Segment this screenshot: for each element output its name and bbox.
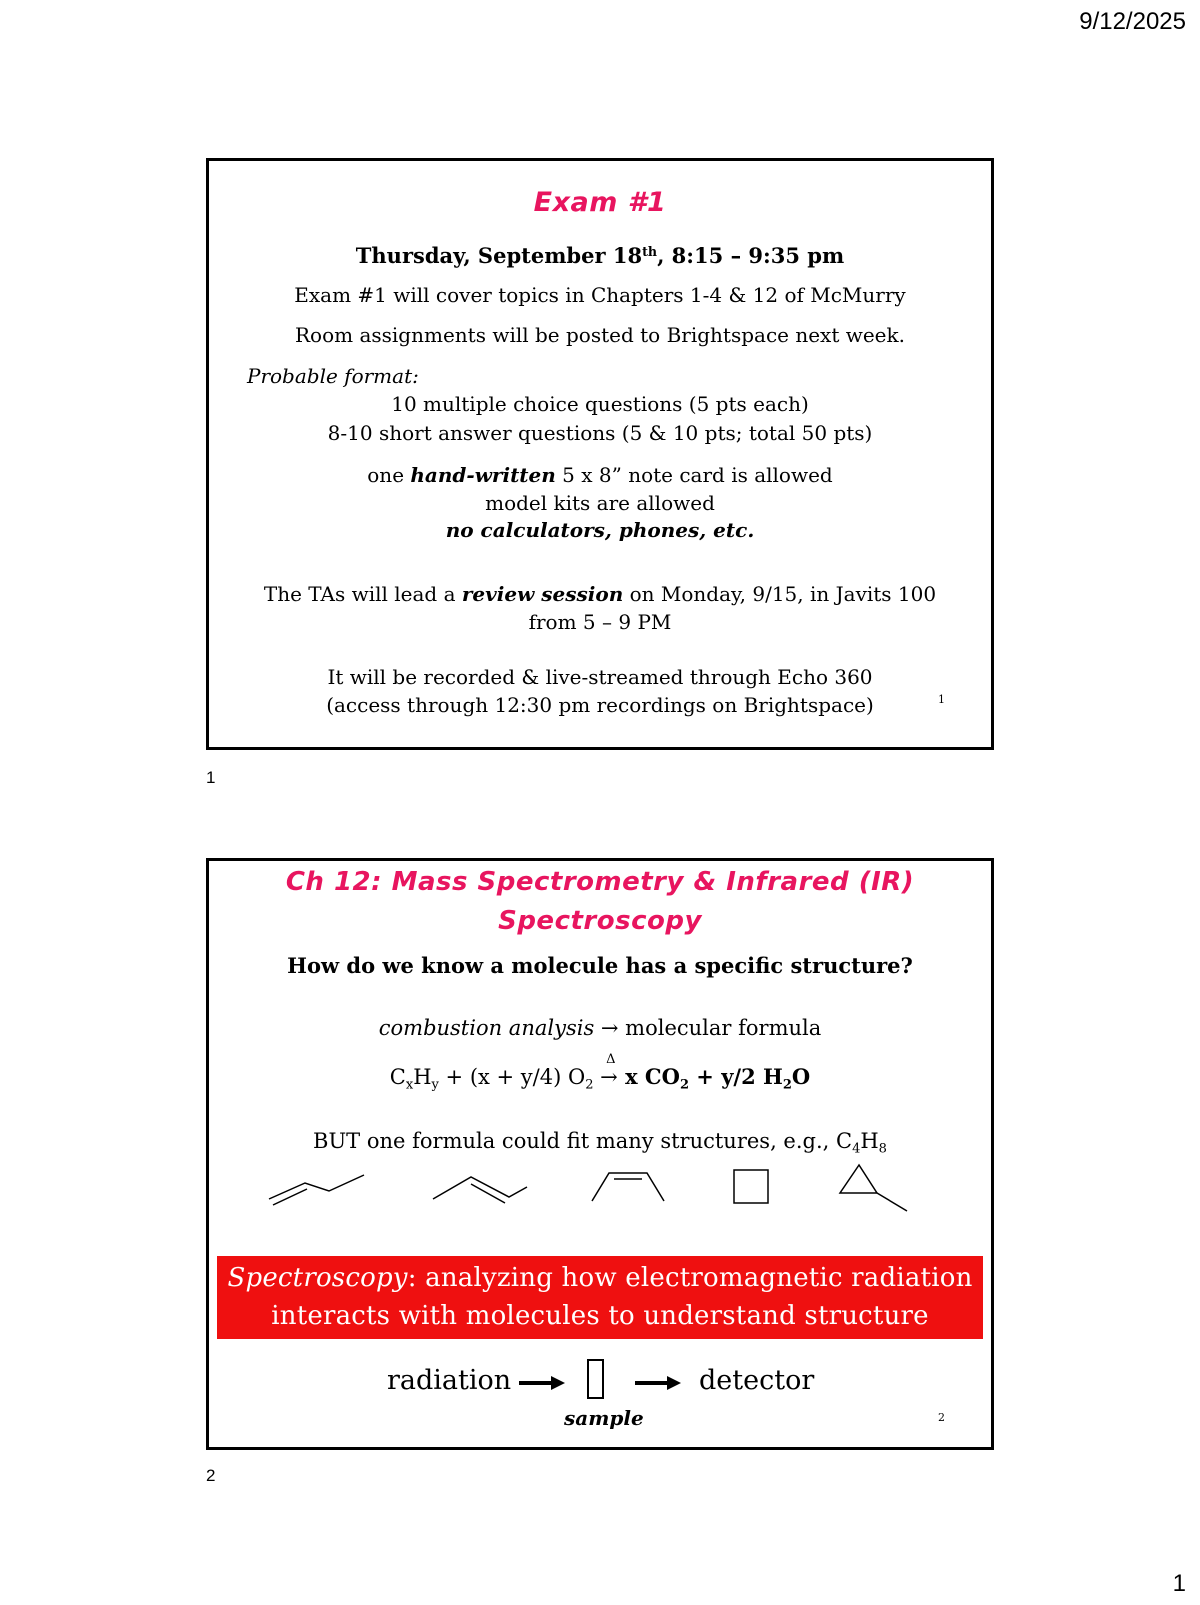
sample-label: sample	[564, 1406, 644, 1430]
combustion-equation: $C_xH_y + (x + y/4)$ $O_2$ Δ → x $CO_2 + y/2$ $H_2O$	[389, 1052, 811, 1093]
recording-info: It will be recorded & live-streamed through Echo 360	[327, 665, 873, 689]
spectroscopy-definition: Spectroscopy: analyzing how electromagnetic radiation interacts with molecules to understand structure	[217, 1256, 983, 1339]
cis-but-2-ene-structure	[592, 1173, 664, 1201]
sample-cell	[587, 1359, 604, 1399]
review-session: The TAs will lead a review session on Monday, 9/15, in Javits 100	[263, 582, 937, 606]
review-time: from 5 – 9 PM	[528, 610, 672, 634]
slide-1-label: 1	[206, 768, 216, 787]
exam-date: Thursday, September 18th, 8:15 – 9:35 pm	[355, 243, 845, 268]
radiation-label: radiation	[387, 1365, 512, 1396]
heat-arrow: Δ →	[600, 1052, 618, 1089]
model-kits-rule: model kits are allowed	[485, 491, 715, 515]
slide-2-label: 2	[206, 1466, 216, 1485]
slide-2	[206, 858, 994, 1450]
page-number: 1	[1172, 1570, 1186, 1597]
combustion-analysis: combustion analysis → molecular formula	[378, 1016, 822, 1040]
format-label: Probable format:	[247, 364, 419, 388]
room-assignments: Room assignments will be posted to Brightspace next week.	[295, 323, 905, 347]
slide-2-corner-number: 2	[938, 1411, 945, 1424]
arrow-right-icon	[517, 1373, 567, 1393]
structure-question: How do we know a molecule has a specific structure?	[287, 953, 913, 978]
exam-coverage: Exam #1 will cover topics in Chapters 1-4 & 12 of McMurry	[294, 283, 906, 307]
trans-but-2-ene-structure	[433, 1177, 527, 1203]
header-date: 9/12/2025	[1079, 8, 1186, 35]
but-1-ene-structure	[269, 1175, 364, 1205]
format-item-mc: 10 multiple choice questions (5 pts each)	[391, 392, 809, 416]
c4h8-isomer-structures	[209, 1161, 991, 1221]
cyclobutane-structure	[734, 1170, 768, 1203]
slide-2-title-line2: Spectroscopy	[498, 906, 702, 936]
spectroscopy-schematic	[209, 1361, 991, 1411]
methylcyclopropane-structure	[840, 1165, 907, 1211]
isomer-note: BUT one formula could fit many structures, e.g., $C_4H_8$	[313, 1129, 887, 1157]
note-card-rule: one hand-written 5 x 8” note card is allowed	[367, 463, 833, 487]
format-item-short: 8-10 short answer questions (5 & 10 pts; total 50 pts)	[327, 421, 873, 445]
no-calculators-rule: no calculators, phones, etc.	[445, 518, 755, 542]
recording-access: (access through 12:30 pm recordings on Brightspace)	[326, 693, 874, 717]
detector-label: detector	[699, 1365, 815, 1396]
slide-1	[206, 158, 994, 750]
arrow-right-icon	[633, 1373, 683, 1393]
slide-1-corner-number: 1	[938, 693, 945, 706]
slide-1-title: Exam #1	[533, 187, 667, 218]
slide-2-title-line1: Ch 12: Mass Spectrometry & Infrared (IR)	[285, 867, 915, 897]
